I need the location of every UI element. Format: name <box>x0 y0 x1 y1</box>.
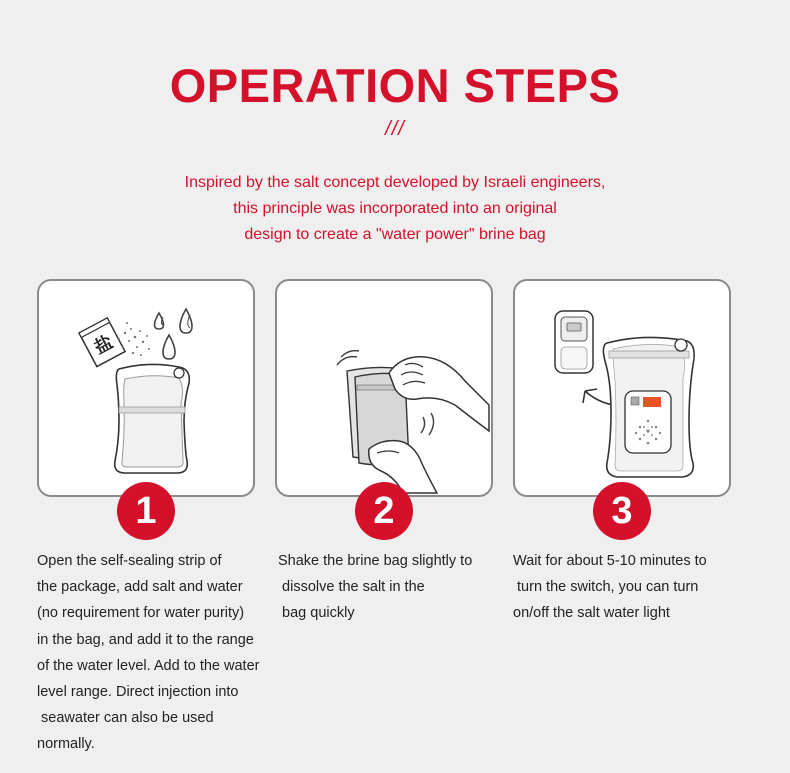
water-drops-icon <box>155 309 193 359</box>
step-1-description <box>37 548 277 758</box>
step-1-line: the package, add salt and water <box>37 579 243 596</box>
step-2-badge: 2 <box>355 482 413 540</box>
step-2-line: dissolve the salt in the <box>278 579 425 596</box>
step-1-line: Open the self-sealing strip of <box>37 553 222 569</box>
shake-bag-illustration <box>277 281 491 495</box>
step-2-illustration-card <box>275 279 493 497</box>
brine-bag-icon <box>115 364 190 473</box>
step-1-line: normally. <box>37 736 95 753</box>
step-3-line: turn the switch, you can turn <box>513 579 699 596</box>
salt-packet-label: 盐 <box>90 331 117 359</box>
brine-bag-with-light-icon <box>603 337 694 477</box>
step-3-description <box>513 548 753 627</box>
salt-and-water-illustration <box>39 281 253 495</box>
salt-packet-icon <box>79 318 125 367</box>
intro-line-1: Inspired by the salt concept developed by Israeli engineers, <box>184 174 606 191</box>
step-3-line: Wait for about 5-10 minutes to <box>513 553 707 569</box>
step-1-line: in the bag, and add it to the range <box>37 631 254 648</box>
step-1-line: (no requirement for water purity) <box>37 605 245 622</box>
step-2-line: Shake the brine bag slightly to <box>278 553 473 569</box>
step-3-badge: 3 <box>593 482 651 540</box>
decorative-ticks: /// <box>385 118 405 140</box>
step-1-illustration-card <box>37 279 255 497</box>
step-1-line: level range. Direct injection into <box>37 684 239 701</box>
step-1-badge: 1 <box>117 482 175 540</box>
page-title: OPERATION STEPS <box>169 59 621 112</box>
step-3-illustration-card <box>513 279 731 497</box>
step-3-line: on/off the salt water light <box>513 605 670 622</box>
step-2-line: bag quickly <box>278 605 355 622</box>
intro-line-2: this principle was incorporated into an original <box>233 200 557 217</box>
intro-line-3: design to create a "water power" brine bag <box>244 226 546 243</box>
lamp-module-icon <box>555 311 593 373</box>
step-1-line: seawater can also be used <box>37 710 214 727</box>
light-switch-illustration <box>515 281 729 495</box>
step-1-line: of the water level. Add to the water <box>37 657 260 674</box>
step-2-description <box>278 548 503 627</box>
